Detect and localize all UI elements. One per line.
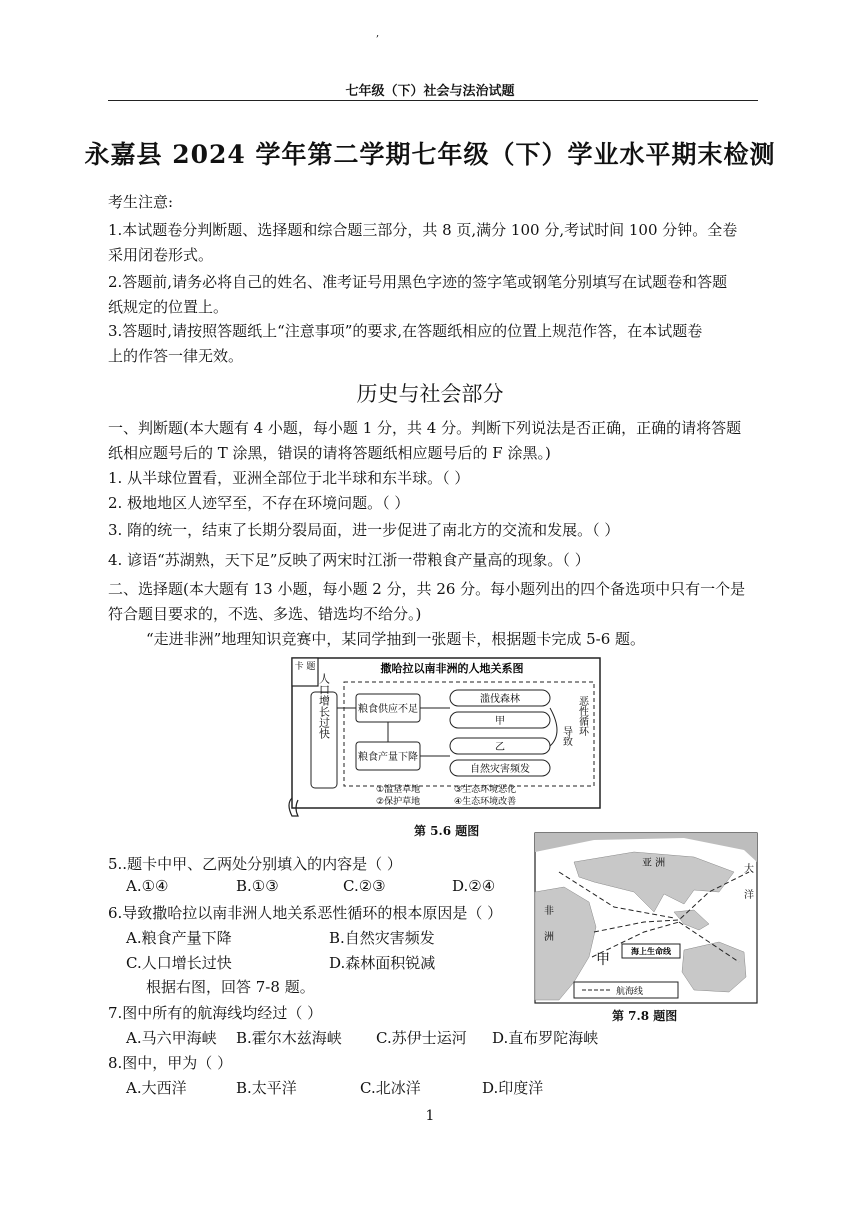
question-4: 4. 谚语“苏湖熟，天下足”反映了两宋时江浙一带粮食产量高的现象。（ ） [108,551,590,569]
label-ocean: 大 [744,864,754,875]
notice-line: 1.本试题卷分判断题、选择题和综合题三部分，共 8 页,满分 100 分,考试时间 100 分钟。全卷 [108,221,738,239]
land-australia [682,942,746,992]
label-africa: 洲 [544,932,554,943]
notice-heading: 考生注意: [108,193,174,211]
part1-heading: 一、判断题(本大题有 4 小题，每小题 1 分，共 4 分。判断下列说法是否正确，正确的请将答题 [108,419,742,437]
shipping-route-map [534,832,758,1004]
question-1: 1. 从半球位置看，亚洲全部位于北半球和东半球。（ ） [108,469,470,487]
food-output-label: 粮食产量下降 [358,752,418,763]
option: B.自然灾害频发 [329,929,435,947]
option: A.大西洋 [126,1079,187,1097]
option: D.森林面积锐减 [329,954,436,972]
question-7: 7.图中所有的航海线均经过（ ） [108,1004,323,1022]
notice-line: 采用闭卷形式。 [108,246,214,264]
notice-line: 2.答题前,请务必将自己的姓名、准考证号用黑色字迹的签字笔或钢笔分别填写在试题卷和答题 [108,273,728,291]
label-lifeline: 海上生命线 [631,947,671,956]
option: D.直布罗陀海峡 [492,1029,599,1047]
option: C.北冰洋 [360,1079,421,1097]
disaster-label: 自然灾害频发 [470,764,530,775]
option: C.人口增长过快 [126,954,232,972]
yi-label: 乙 [495,742,505,753]
header-rule [108,100,758,101]
question-8: 8.图中，甲为（ ） [108,1054,233,1072]
option: B.霍尔木兹海峡 [236,1029,342,1047]
notice-line: 上的作答一律无效。 [108,347,244,365]
label-africa: 非 [544,906,554,917]
part1-heading-cont: 纸相应题号后的 T 涂黑，错误的请将答题纸相应题号后的 F 涂黑。) [108,444,551,462]
legend-item: ②保护草地 [376,797,421,807]
running-header: 七年级（下）社会与法治试题 [345,84,515,99]
food-supply-label: 粮食供应不足 [358,704,418,715]
card-tag: 卡 题 [294,662,316,672]
option: A.①④ [126,877,169,895]
lead-label: 导致 [560,726,572,746]
human-land-card-diagram [284,654,606,820]
legend-label: 航海线 [616,987,644,997]
option: A.马六甲海峡 [126,1029,217,1047]
figure-caption: 第 5.6 题图 [414,824,480,838]
notice-line: 3.答题时,请按照答题纸上“注意事项”的要求,在答题纸相应的位置上规范作答，在本试题卷 [108,322,703,340]
scan-mark: , [376,28,380,39]
notice-line: 纸规定的位置上。 [108,298,229,316]
label-asia: 亚 洲 [642,858,666,869]
legend-item: ③生态环境恶化 [454,785,517,795]
page-number: 1 [425,1108,435,1124]
question-2: 2. 极地地区人迹罕至，不存在环境问题。（ ） [108,494,410,512]
legend-item: ①滥垦草地 [376,785,421,795]
option: D.印度洋 [482,1079,544,1097]
question-5: 5..题卡中甲、乙两处分别填入的内容是（ ） [108,855,402,873]
question-3: 3. 隋的统一，结束了长期分裂局面，进一步促进了南北方的交流和发展。（ ） [108,521,620,539]
label-ocean: 洋 [744,890,754,901]
option: B.①③ [236,877,279,895]
exam-title: 永嘉县 2024 学年第二学期七年级（下）学业水平期末检测 [84,140,776,169]
map-caption: 第 7.8 题图 [612,1009,678,1023]
section-title: 历史与社会部分 [356,382,504,406]
question-6: 6.导致撒哈拉以南非洲人地关系恶性循环的根本原因是（ ） [108,904,503,922]
label-jia: 甲 [596,952,610,968]
jia-label: 甲 [495,716,505,727]
option: A.粮食产量下降 [126,929,232,947]
option: B.太平洋 [236,1079,297,1097]
option: C.苏伊士运河 [376,1029,467,1047]
option: C.②③ [343,877,386,895]
q5-6-intro: “走进非洲”地理知识竞赛中，某同学抽到一张题卡，根据题卡完成 5-6 题。 [146,630,646,648]
part2-heading: 二、选择题(本大题有 13 小题，每小题 2 分，共 26 分。每小题列出的四个备选项中只有一个是 [108,580,746,598]
part2-heading-cont: 符合题目要求的，不选、多选、错选均不给分。) [108,605,422,623]
vicious-label: 恶性循环 [576,696,588,736]
q7-8-intro: 根据右图，回答 7-8 题。 [146,978,315,996]
legend-item: ④生态环境改善 [454,797,517,807]
card-title: 撒哈拉以南非洲的人地关系图 [380,662,524,675]
option: D.②④ [452,877,496,895]
deforest-label: 滥伐森林 [480,694,520,705]
population-label: 人口增长过快 [317,673,331,739]
